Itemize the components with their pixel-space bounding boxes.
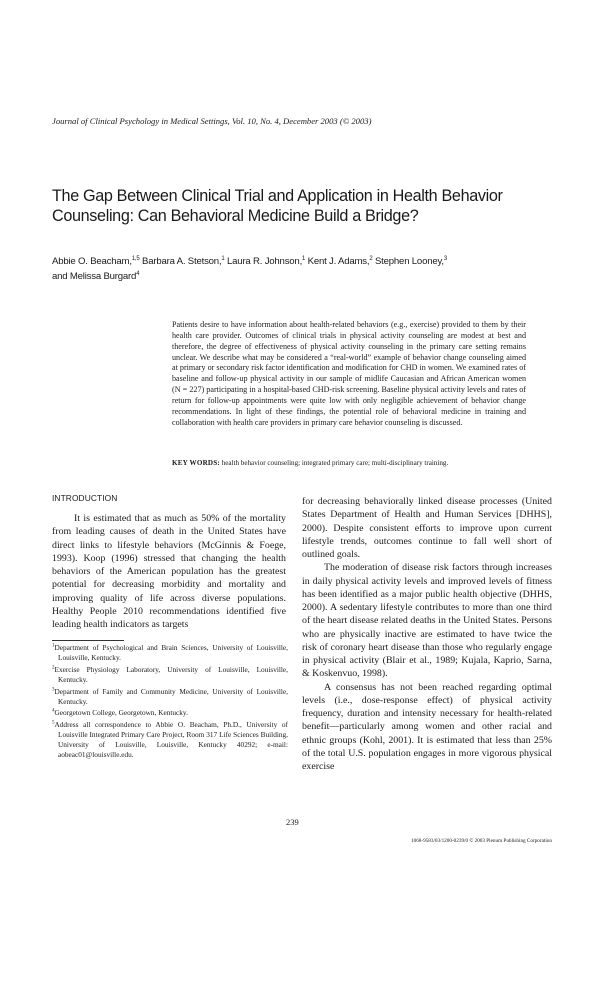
footnote-mark: 1 [52, 643, 55, 649]
journal-citation: Journal of Clinical Psychology in Medical Settings, Vol. 10, No. 4, December 2003 (© 2003) [52, 116, 372, 126]
copyright-line: 1068-9583/03/1200-0239/0 © 2003 Plenum Publishing Corporation [411, 838, 552, 844]
body-paragraph: It is estimated that as much as 50% of the mortality from leading causes of death in the United States have direct links to lifestyle behaviors (McGinnis & Foege, 1993). Koop (1996) stressed that changing the health behaviors of the American population has the greatest potential for decreasing morbidity and mortality and improving quality of life across diverse populations. Healthy People 2010 recommendations identified five leading health indicators as targets [52, 513, 286, 630]
footnote-mark: 3 [52, 687, 55, 693]
author-affiliation-mark: 1 [221, 255, 225, 262]
author-affiliation-mark: 3 [443, 255, 447, 262]
author-affiliation-mark: 2 [369, 255, 373, 262]
author-name: Stephen Looney, [374, 256, 444, 267]
footnote-mark: 4 [52, 708, 55, 714]
author-affiliation-mark: 4 [136, 270, 140, 277]
section-heading: INTRODUCTION [52, 493, 118, 503]
footnotes [52, 643, 288, 762]
article-title: The Gap Between Clinical Trial and Application in Health Behavior Counseling: Can Behavioral Medicine Build a Bridge? [52, 187, 503, 225]
footnote: $^4$Georgetown College, Georgetown, Kentucky. [52, 708, 188, 718]
author-list [52, 254, 552, 284]
author-affiliation-mark: 1,5 [131, 255, 140, 262]
body-paragraph: for decreasing behaviorally linked disease processes (United States Department of Health and Human Services [DHHS], 2000). Despite consistent efforts to improve upon current lifestyle trends, outcomes continue to fall well short of outlined goals. [302, 496, 552, 560]
author-name: Kent J. Adams, [307, 256, 370, 267]
footnote: $^3$Department of Family and Community Medicine, University of Louisville, Kentucky. [52, 686, 288, 706]
keywords [172, 459, 532, 467]
author-name: Barbara A. Stetson, [142, 256, 222, 267]
page-number: 239 [286, 817, 299, 827]
abstract: Patients desire to have information about health-related behaviors (e.g., exercise) provided to them by their health care provider. Outcomes of clinical trials in physical activity counseling are modest at best and therefore, the degree of effectiveness of physical activity counseling in the primary care setting remains unclear. We describe what may be considered a “real-world” example of behavior change counseling aimed at primary or secondary risk factor identification and modification for CHD in women. We examined rates of baseline and follow-up physical activity in our sample of midlife Caucasian and African American women (N = 227) participating in a hospital-based CHD-risk screening. Baseline physical activity levels and rates of return for follow-up appointments were quite low with only negligible achievement of behavior change recommendations. In light of these findings, the potential role of behavioral medicine in training and collaboration with health care providers in primary care behavior counseling is discussed. [172, 320, 526, 427]
left-column [52, 512, 286, 631]
footnote: $^5$Address all correspondence to Abbie O. Beacham, Ph.D., University of Louisville Integrated Primary Care Project, Room 317 Life Sciences Building, University of Louisville, Louisville, Kentucky 40292; e-mail: aobeac01@louisville.edu. [52, 720, 288, 760]
footnote-divider [52, 640, 124, 641]
keywords-text: health behavior counseling; integrated primary care; multi-disciplinary training. [221, 459, 449, 467]
keywords-label: KEY WORDS: [172, 459, 220, 467]
author-name: Abbie O. Beacham, [52, 256, 132, 267]
body-paragraph: A consensus has not been reached regarding optimal levels (i.e., dose-response effect) of physical activity frequency, duration and intensity necessary for health-related benefit—particularly among women and other racial and ethnic groups (Kohl, 2001). It is estimated that less than 25% of the total U.S. population engages in more vigorous physical exercise [302, 681, 552, 772]
footnote: $^1$Department of Psychological and Brain Sciences, University of Louisville, Louisville, Kentucky. [52, 643, 288, 663]
footnote: $^2$Exercise Physiology Laboratory, University of Louisville, Louisville, Kentucky. [52, 664, 288, 684]
author-name: Laura R. Johnson, [227, 256, 303, 267]
author-affiliation-mark: 1 [302, 255, 306, 262]
author-name: and Melissa Burgard [52, 271, 137, 282]
footnote-mark: 5 [52, 720, 55, 726]
footnote-mark: 2 [52, 665, 55, 671]
right-column [302, 495, 552, 773]
body-paragraph: The moderation of disease risk factors through increases in daily physical activity levels and improved levels of fitness has been identified as a major public health objective (DHHS, 2000). A sedentary lifestyle contributes to more than one third of the heart disease related deaths in the United States. Persons who are physically inactive are estimated to have twice the risk of coronary heart disease than those who regularly engage in physical activity (Blair et al., 1989; Kujala, Kaprio, Sarna, & Koskenvuo, 1998). [302, 562, 552, 680]
